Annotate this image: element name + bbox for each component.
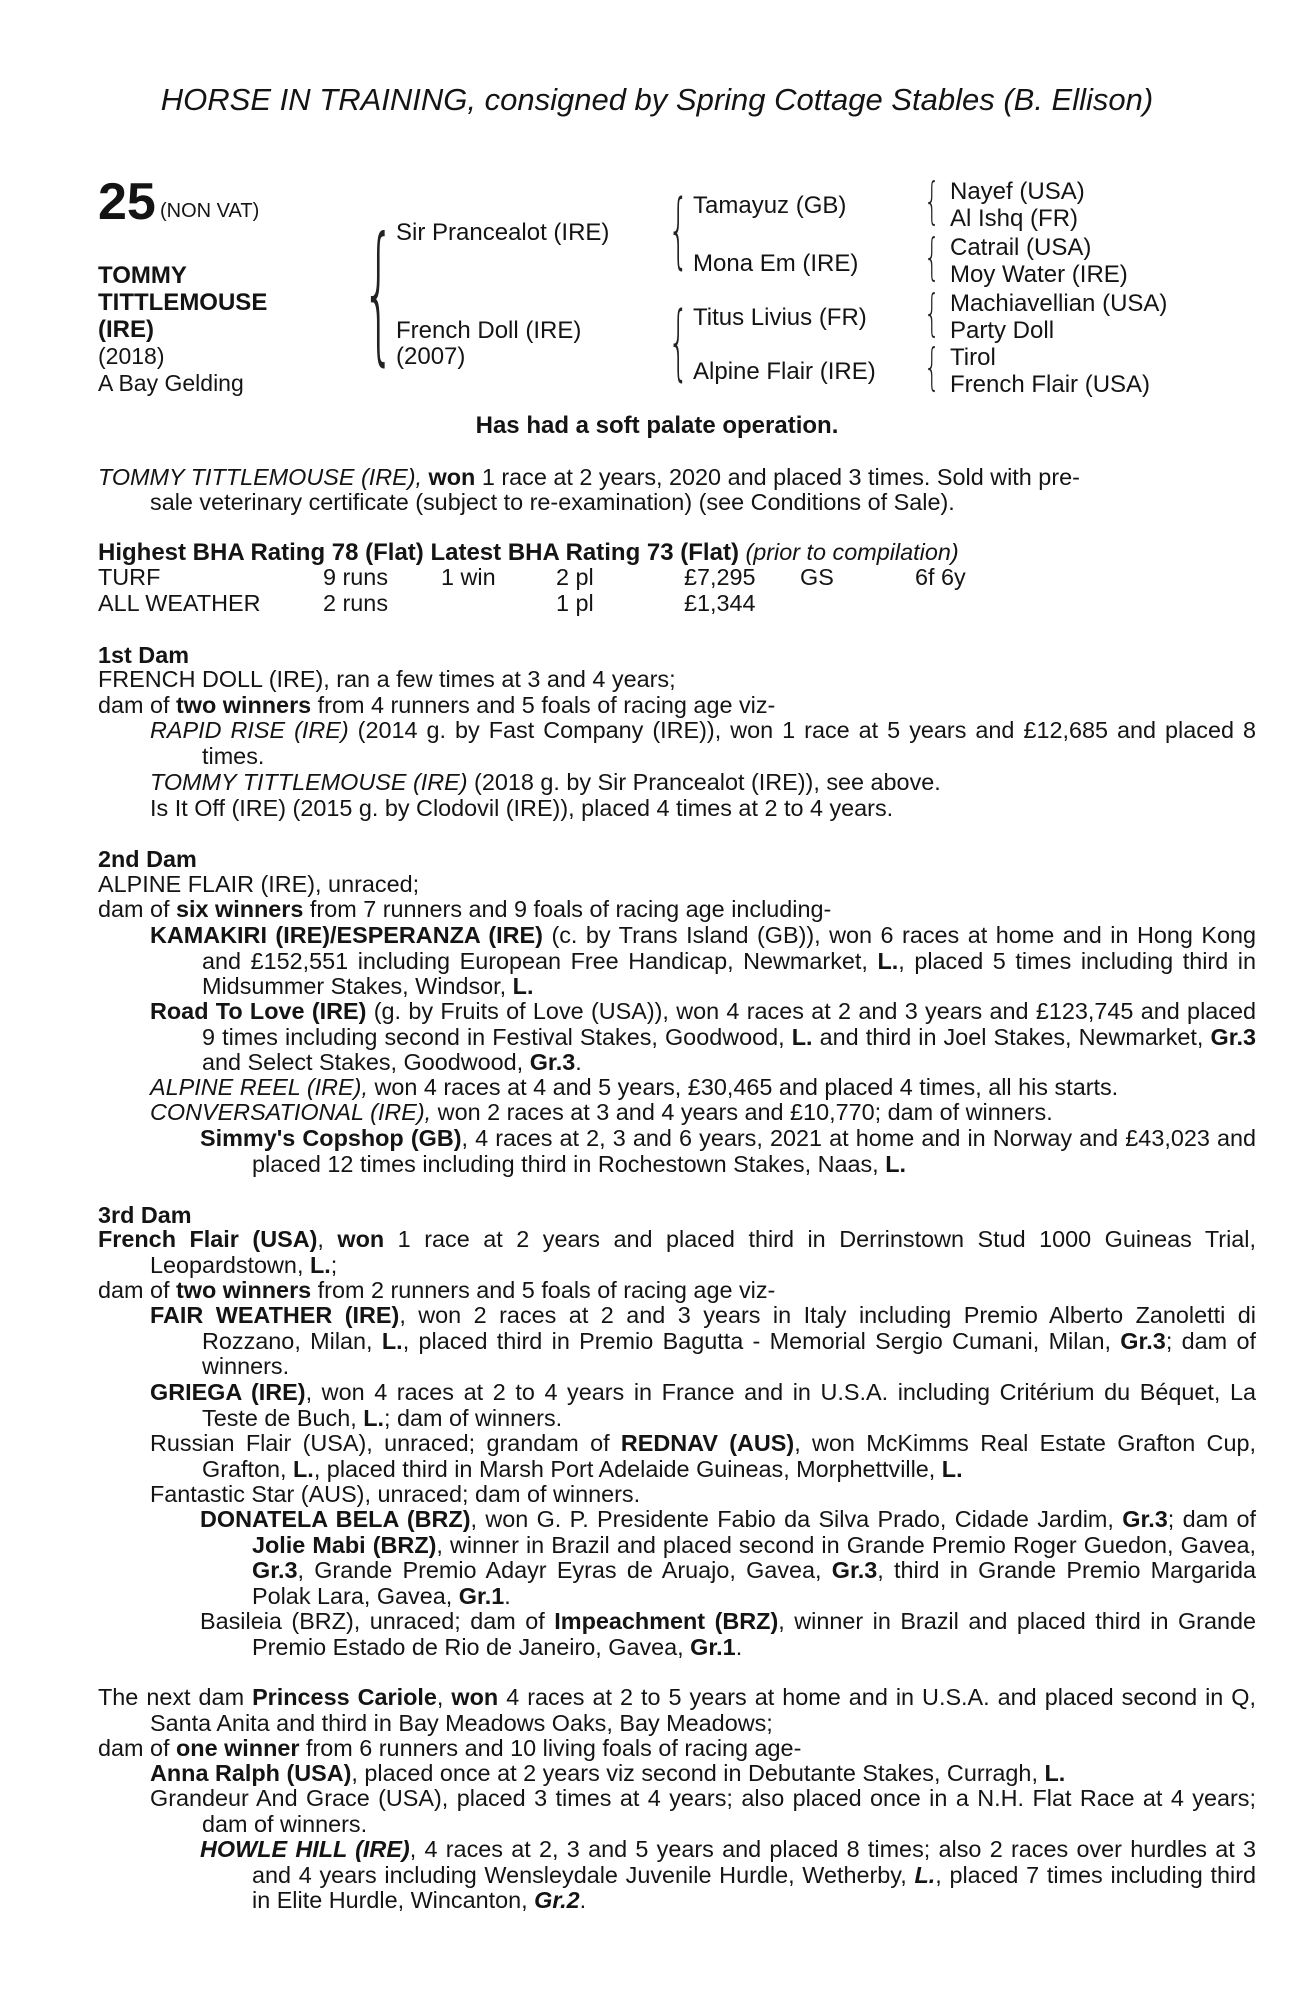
pedigree-dsd: Party Doll <box>950 317 1055 344</box>
winners-count: two winners <box>176 1277 312 1303</box>
turf-going: GS <box>800 564 834 590</box>
second-dam-produce-conversational <box>150 1100 1053 1126</box>
grade: L. <box>1044 1760 1066 1786</box>
text: , placed once at 2 years viz second in Debutante Stakes, Curragh, <box>351 1760 1045 1786</box>
grade: Gr.3 <box>1210 1023 1257 1050</box>
third-dam-produce-russian-flair <box>150 1431 1256 1482</box>
won: won <box>337 1226 385 1252</box>
third-dam-produce-basileia <box>200 1609 1256 1660</box>
summary-line-1 <box>98 465 1080 491</box>
third-dam-line-1 <box>98 1227 1256 1278</box>
produce-name: RAPID RISE (IRE) <box>150 717 349 743</box>
bha-rating-note: (prior to compilation) <box>745 539 959 565</box>
text: , third in Grande Premio Margarida Polak Lara, Gavea, <box>252 1557 1256 1609</box>
grade: L. <box>293 1455 314 1482</box>
foaling-year: (2018) <box>98 343 165 369</box>
pedigree-dss: Machiavellian (USA) <box>950 290 1168 317</box>
text: , 4 races at 2, 3 and 6 years, 2021 at home and in Norway and £43,023 and placed 12 times including third in Rochestown Stakes, Naas, <box>252 1125 1256 1177</box>
horse-name-line-3: (IRE) <box>98 316 154 343</box>
text: (c. by Trans Island (GB)), won 6 races at home and in Hong Kong and £152,551 including European Free Handicap, Newmarket, <box>202 922 1256 974</box>
next-dam-line-2 <box>98 1736 801 1762</box>
produce-name: REDNAV (AUS) <box>620 1430 795 1456</box>
grade: Gr.3 <box>1120 1327 1166 1354</box>
text: from 7 runners and 9 foals of racing age including- <box>303 896 832 922</box>
grade: Gr.3 <box>831 1557 878 1584</box>
produce-name: DONATELA BELA (BRZ) <box>200 1506 471 1532</box>
text: dam of <box>98 1735 177 1761</box>
text: . <box>579 1887 587 1914</box>
text: , won 2 races at 2 and 3 years in Italy including Premio Alberto Zanoletti di Rozzano, Milan, <box>202 1302 1257 1354</box>
grade: L. <box>914 1861 936 1888</box>
brace-4b: { <box>924 228 940 286</box>
grade: L. <box>885 1150 906 1177</box>
brace-4d: { <box>924 338 940 396</box>
first-dam-produce-1 <box>150 718 1256 769</box>
winners-count: one winner <box>176 1735 300 1761</box>
text: . <box>575 1049 582 1076</box>
horse-description: A Bay Gelding <box>98 370 244 396</box>
text: , <box>436 1684 452 1710</box>
text: dam of <box>98 1277 177 1303</box>
text: won 2 races at 3 and 4 years and £10,770; dam of winners. <box>431 1099 1053 1125</box>
text: from 6 runners and 10 living foals of racing age- <box>299 1735 802 1761</box>
dam-name: Princess Cariole <box>252 1684 437 1710</box>
aw-placed: 1 pl <box>556 590 594 616</box>
aw-runs: 2 runs <box>323 590 389 616</box>
grade: Gr.1 <box>690 1633 736 1660</box>
turf-label: TURF <box>98 564 161 590</box>
grade: L. <box>941 1455 963 1482</box>
grade: Gr.2 <box>534 1887 580 1914</box>
produce-name: FAIR WEATHER (IRE) <box>150 1302 400 1328</box>
winners-count: two winners <box>176 692 312 718</box>
text: . <box>735 1633 743 1660</box>
text: , placed third in Premio Bagutta - Memorial Sergio Cumani, Milan, <box>402 1327 1121 1354</box>
text: The next dam <box>98 1684 253 1710</box>
third-dam-line-2 <box>98 1278 775 1304</box>
second-dam-produce-simmys-copshop <box>200 1126 1256 1177</box>
grade: L. <box>363 1404 385 1431</box>
text: , 4 races at 2, 3 and 5 years and placed 8 times; also 2 races over hurdles at 3 and 4 years including Wensleydale Juvenile Hurdle, Wetherby, <box>252 1836 1256 1888</box>
first-dam-line-1: FRENCH DOLL (IRE), ran a few times at 3 and 4 years; <box>98 666 676 692</box>
text: 4 races at 2 to 5 years at home and in U.S.A. and placed second in Q, Santa Anita and third in Bay Meadows Oaks, Bay Meadows; <box>150 1684 1256 1736</box>
turf-wins: 1 win <box>441 564 496 590</box>
turf-distance: 6f 6y <box>915 564 966 590</box>
summary-horse-name: TOMMY TITTLEMOUSE (IRE), <box>98 464 423 490</box>
grade: Gr.3 <box>529 1049 576 1076</box>
vat-status: (NON VAT) <box>160 200 260 222</box>
produce-name: Simmy's Copshop (GB) <box>200 1125 462 1151</box>
produce-name: GRIEGA (IRE) <box>150 1379 306 1405</box>
pedigree-dam: French Doll (IRE) <box>396 317 582 344</box>
produce-name: KAMAKIRI (IRE)/ESPERANZA (IRE) <box>150 922 543 948</box>
text: ; dam of winners. <box>384 1404 563 1431</box>
text: ; <box>330 1251 338 1278</box>
text: won 4 races at 4 and 5 years, £30,465 and placed 4 times, all his starts. <box>367 1074 1119 1100</box>
text: , won G. P. Presidente Fabio da Silva Prado, Cidade Jardim, <box>470 1506 1123 1532</box>
aw-prize-money: £1,344 <box>684 590 756 616</box>
pedigree-sss: Nayef (USA) <box>950 178 1085 205</box>
summary-line-2: sale veterinary certificate (subject to re-examination) (see Conditions of Sale). <box>150 489 955 515</box>
lot-number: 25 <box>98 173 156 231</box>
produce-name: TOMMY TITTLEMOUSE (IRE) <box>150 769 468 795</box>
produce-name: Impeachment (BRZ) <box>554 1608 779 1634</box>
next-dam-produce-howle-hill <box>200 1837 1256 1914</box>
produce-name: Jolie Mabi (BRZ) <box>252 1531 437 1558</box>
first-dam-heading: 1st Dam <box>98 642 190 668</box>
pedigree-sire: Sir Prancealot (IRE) <box>396 219 610 246</box>
grade: Gr.3 <box>252 1557 298 1584</box>
turf-placed: 2 pl <box>556 564 594 590</box>
text: , <box>317 1226 338 1252</box>
sire-dam-brace: { <box>362 206 396 380</box>
text: , placed third in Marsh Port Adelaide Guineas, Morphettville, <box>313 1455 942 1482</box>
summary-won: won <box>428 464 476 490</box>
pedigree-dam-dam: Alpine Flair (IRE) <box>693 358 876 385</box>
soft-palate-note: Has had a soft palate operation. <box>475 412 839 439</box>
grade: L. <box>512 973 534 1000</box>
text: Basileia (BRZ), unraced; dam of <box>200 1608 555 1634</box>
pedigree-dds: Tirol <box>950 344 996 371</box>
text: from 2 runners and 5 foals of racing age viz- <box>311 1277 776 1303</box>
third-dam-produce-fair-weather <box>150 1303 1256 1380</box>
grade: L. <box>381 1327 403 1354</box>
next-dam-produce-grandeur-and-grace: Grandeur And Grace (USA), placed 3 times at 4 years; also placed once in a N.H. Flat Race at 4 years; dam of winners. <box>150 1785 1256 1837</box>
second-dam-heading: 2nd Dam <box>98 846 197 872</box>
pedigree-dam-year: (2007) <box>396 343 466 370</box>
text: , Grande Premio Adayr Eyras de Aruajo, Gavea, <box>297 1557 832 1584</box>
first-dam-produce-3: Is It Off (IRE) (2015 g. by Clodovil (IRE)), placed 4 times at 2 to 4 years. <box>150 795 894 821</box>
won: won <box>451 1684 499 1710</box>
third-dam-produce-griega <box>150 1380 1256 1431</box>
text: dam of <box>98 896 177 922</box>
text: , won McKimms Real Estate Grafton Cup, Grafton, <box>202 1430 1256 1482</box>
produce-name: ALPINE REEL (IRE), <box>150 1074 368 1100</box>
next-dam-line-1 <box>98 1685 1256 1736</box>
horse-name-line-1: TOMMY <box>98 262 187 289</box>
third-dam-produce-donatela-bela <box>200 1507 1256 1609</box>
produce-name: Anna Ralph (USA) <box>150 1760 352 1786</box>
text: , won 4 races at 2 to 4 years in France and in U.S.A. including Critérium du Béquet, La Teste de Buch, <box>202 1379 1256 1431</box>
pedigree-sds: Catrail (USA) <box>950 234 1092 261</box>
text: (g. by Fruits of Love (USA)), won 4 races at 2 and 3 years and £123,745 and placed 9 times including second in Festival Stakes, Goodwood, <box>202 998 1256 1050</box>
produce-name: Road To Love (IRE) <box>150 998 367 1024</box>
text: Russian Flair (USA), unraced; grandam of <box>150 1430 621 1456</box>
second-dam-line-2 <box>98 897 831 923</box>
grade: L. <box>791 1023 813 1050</box>
bha-rating-values: Highest BHA Rating 78 (Flat) Latest BHA Rating 73 (Flat) <box>98 539 739 566</box>
second-dam-produce-kamakiri <box>150 923 1256 1000</box>
text: (2014 g. by Fast Company (IRE)), won 1 race at 5 years and £12,685 and placed 8 times. <box>202 717 1256 769</box>
bha-rating <box>98 540 959 566</box>
grade: L. <box>877 947 899 974</box>
text: ; dam of <box>1167 1506 1256 1532</box>
text: 1 race at 2 years and placed third in Derrinstown Stud 1000 Guineas Trial, Leopardstown, <box>150 1226 1256 1278</box>
produce-name: HOWLE HILL (IRE) <box>200 1836 410 1862</box>
pedigree-sire-dam: Mona Em (IRE) <box>693 250 859 277</box>
text: , placed 5 times including third in Midsummer Stakes, Windsor, <box>202 947 1256 1000</box>
grade: L. <box>309 1251 331 1278</box>
third-dam-heading: 3rd Dam <box>98 1202 192 1228</box>
pedigree-ssd: Al Ishq (FR) <box>950 205 1079 232</box>
next-dam-produce-anna-ralph <box>150 1761 1065 1787</box>
sire-parents-brace: { <box>668 183 689 278</box>
turf-runs: 9 runs <box>323 564 389 590</box>
text: , winner in Brazil and placed second in Grande Premio Roger Guedon, Gavea, <box>436 1531 1257 1558</box>
text: . <box>504 1582 511 1609</box>
dam-name: French Flair (USA) <box>98 1226 318 1252</box>
pedigree-ddd: French Flair (USA) <box>950 371 1151 398</box>
third-dam-produce-fantastic-star: Fantastic Star (AUS), unraced; dam of winners. <box>150 1481 641 1507</box>
pedigree-dam-sire: Titus Livius (FR) <box>693 304 867 331</box>
grade: Gr.1 <box>458 1582 505 1609</box>
brace-4c: { <box>924 284 940 342</box>
second-dam-produce-alpine-reel <box>150 1075 1118 1101</box>
text: from 4 runners and 5 foals of racing age viz- <box>311 692 776 718</box>
text: dam of <box>98 692 177 718</box>
dam-parents-brace: { <box>668 295 689 390</box>
first-dam-line-2 <box>98 693 775 719</box>
text: and third in Joel Stakes, Newmarket, <box>812 1023 1211 1050</box>
brace-4a: { <box>924 172 940 230</box>
winners-count: six winners <box>176 896 304 922</box>
second-dam-line-1: ALPINE FLAIR (IRE), unraced; <box>98 871 420 897</box>
turf-prize-money: £7,295 <box>684 564 756 590</box>
first-dam-produce-2 <box>150 770 941 796</box>
produce-name: CONVERSATIONAL (IRE), <box>150 1099 432 1125</box>
aw-label: ALL WEATHER <box>98 590 261 616</box>
text: and Select Stakes, Goodwood, <box>202 1049 530 1076</box>
text: (2018 g. by Sir Prancealot (IRE)), see above. <box>467 769 941 795</box>
pedigree-sire-sire: Tamayuz (GB) <box>693 192 847 219</box>
text: , winner in Brazil and placed third in Grande Premio Estado de Rio de Janeiro, Gavea, <box>252 1608 1256 1660</box>
page-title: HORSE IN TRAINING, consigned by Spring Cottage Stables (B. Ellison) <box>160 82 1154 117</box>
text: , placed 7 times including third in Elite Hurdle, Wincanton, <box>252 1861 1256 1914</box>
grade: Gr.3 <box>1122 1506 1168 1532</box>
second-dam-produce-road-to-love <box>150 999 1256 1076</box>
summary-text: 1 race at 2 years, 2020 and placed 3 times. Sold with pre- <box>481 464 1080 490</box>
text: ; dam of winners. <box>202 1327 1256 1380</box>
horse-name-line-2: TITTLEMOUSE <box>98 289 268 316</box>
pedigree-sdd: Moy Water (IRE) <box>950 261 1128 288</box>
